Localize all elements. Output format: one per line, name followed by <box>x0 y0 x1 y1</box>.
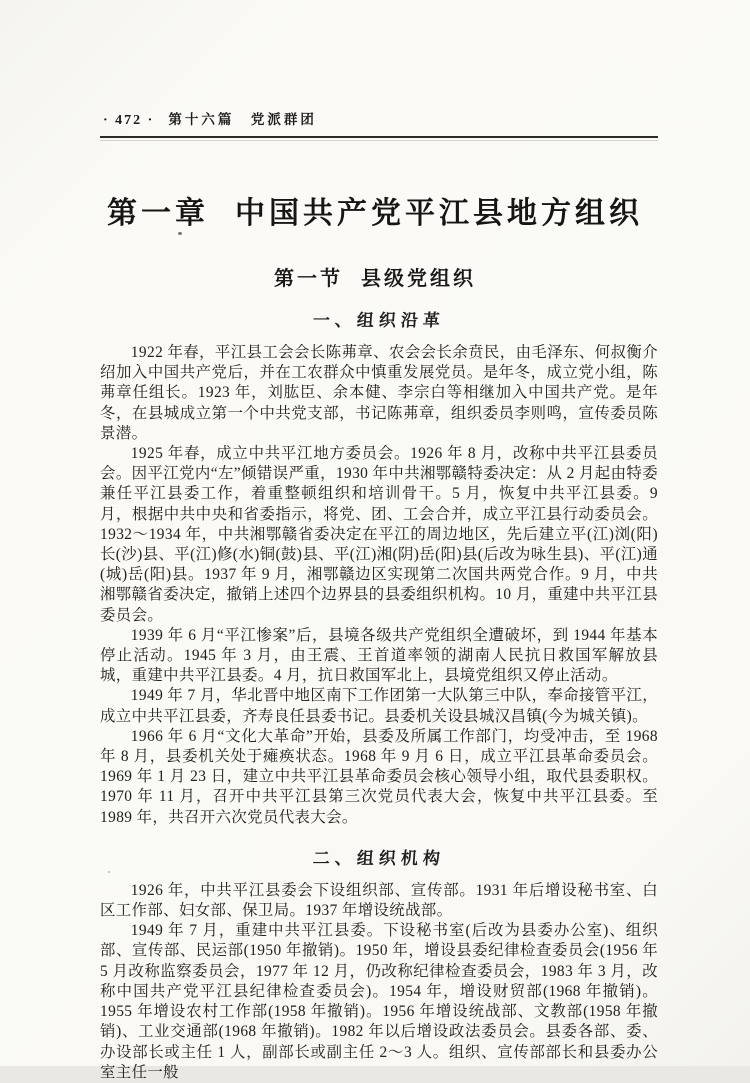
body-column <box>100 306 658 1083</box>
page-number: · 472 · <box>103 113 155 128</box>
part-title: 第十六篇 党派群团 <box>168 112 317 127</box>
paragraph: 1939 年 6 月“平江惨案”后，县境各级共产党组织全遭破坏，到 1944 年基本停止活动。1945 年 3 月，由王震、王首道率领的湖南人民抗日救国军解放县城，重建中共平江县委。4 月，抗日救国军北上，县境党组织又停止活动。 <box>100 626 658 685</box>
paragraph: 1966 年 6 月“文化大革命”开始，县委及所属工作部门，均受冲击，至 1968 年 8 月，县委机关处于瘫痪状态。1968 年 9 月 6 日，成立平江县革命委员会。1969 年 1 月 23 日，建立中共平江县革命委员会核心领导小组，取代县委职权。1970 年 11 月，召开中共平江县第三次党员代表大会，恢复中共平江县委。至 1989 年，共召开六次党员代表大会。 <box>100 727 658 826</box>
subsection-heading-2: 二、组织机构 <box>312 848 446 868</box>
paragraph: 1922 年春，平江县工会会长陈茀章、农会会长余贲民，由毛泽东、何叔衡介绍加入中国共产党后，并在工农群众中慎重发展党员。是年冬，成立党小组，陈茀章任组长。1923 年，刘肱臣、余本健、李宗白等相继加入中国共产党。是年冬，在县城成立第一个中共党支部，书记陈茀章，组织委员李则鸣，宣传委员陈景潜。 <box>100 344 658 442</box>
scan-speck <box>178 232 182 235</box>
section-label: 第一节 <box>274 268 343 290</box>
scan-speck <box>628 756 630 758</box>
header-rule <box>100 136 658 138</box>
section-title <box>0 262 750 291</box>
section-title-text: 县级党组织 <box>361 268 476 290</box>
chapter-title <box>0 188 750 232</box>
subsection-heading-1: 一、组织沿革 <box>312 311 446 330</box>
running-header <box>103 112 317 129</box>
paragraph: 1925 年春，成立中共平江地方委员会。1926 年 8 月，改称中共平江县委员会。因平江党内“左”倾错误严重，1930 年中共湘鄂赣特委决定：从 2 月起由特委兼任平江县委工作，着重整顿组织和培训骨干。5 月，恢复中共平江县委。9 月，根据中共中央和省委指示，将党、团、工会合并，成立平江县行动委员会。1932～1934 年，中共湘鄂赣省委决定在平江的周边地区，先后建立平(江)浏(阳)长(沙)县、平(江)修(水)铜(鼓)县、平(江)湘(阴)岳(阳)县(后改为咏生县)、平(江)通(城)岳(阳)县。1937 年 9 月，湘鄂赣边区实现第二次国共两党合作。9 月，中共湘鄂赣省委决定，撤销上述四个边界县的县委组织机构。10 月，重建中共平江县委员会。 <box>100 445 658 624</box>
chapter-title-text: 中国共产党平江县地方组织 <box>235 197 643 230</box>
paragraph: 1949 年 7 月，重建中共平江县委。下设秘书室(后改为县委办公室)、组织部、宣传部、民运部(1950 年撤销)。1950 年，增设县委纪律检查委员会(1956 年 5 月改称监察委员会，1977 年 12 月，仍改称纪律检查委员会，1983 年 3 月，改称中国共产党平江县纪律检查委员会)。1954 年，增设财贸部(1968 年撤销)。1955 年增设农村工作部(1958 年撤销)。1956 年增设统战部、文教部(1958 年撤销)、工业交通部(1968 年撤销)。1982 年以后增设政法委员会。县委各部、委、办设部长或主任 1 人，副部长或副主任 2～3 人。组织、宣传部部长和县委办公室主任一般 <box>100 922 658 1081</box>
scan-speck <box>108 871 110 873</box>
chapter-label: 第一章 <box>107 197 209 230</box>
paragraph: 1949 年 7 月，华北晋中地区南下工作团第一大队第三中队，奉命接管平江，成立中共平江县委，齐寿良任县委书记。县委机关设县城汉昌镇(今为城关镇)。 <box>100 687 658 725</box>
paragraph: 1926 年，中共平江县委会下设组织部、宣传部。1931 年后增设秘书室、白区工作部、妇女部、保卫局。1937 年增设统战部。 <box>100 881 658 920</box>
